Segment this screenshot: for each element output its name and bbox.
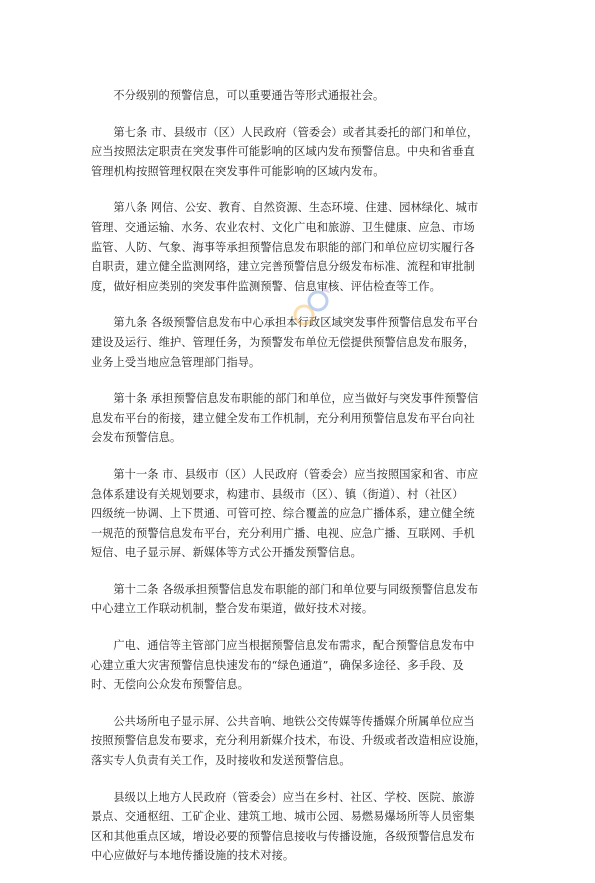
paragraph-article-7 <box>91 123 507 182</box>
text-line: 不分级别的预警信息，可以重要通告等形式通报社会。 <box>113 89 385 102</box>
text-line: 会发布预警信息。 <box>91 431 182 445</box>
text-line: 应当按照法定职责在突发事件可能影响的区域内发布预警信息。中央和省垂直 <box>91 145 475 159</box>
text-line: 度，做好相应类别的突发事件监测预警、信息审核、评估检查等工作。 <box>91 279 441 293</box>
text-line: 心建立重大灾害预警信息快速发布的“绿色通道”，确保多途径、多手段、及 <box>91 658 464 672</box>
document-body <box>91 86 507 883</box>
paragraph-local-government <box>91 788 507 866</box>
paragraph-article-10 <box>91 389 507 448</box>
text-line: 建设及运行、维护、管理任务，为预警发布单位无偿提供预警信息发布服务， <box>91 335 475 349</box>
text-line: 第八条 网信、公安、教育、自然资源、生态环境、住建、园林绿化、城市 <box>113 201 479 215</box>
text-line: 第十条 承担预警信息发布职能的部门和单位，应当做好与突发事件预警信 <box>113 392 479 406</box>
text-line: 第九条 各级预警信息发布中心承担本行政区域突发事件预警信息发布平台 <box>113 316 479 330</box>
paragraph-article-12 <box>91 580 507 619</box>
text-line: 第十二条 各级承担预警信息发布职能的部门和单位要与同级预警信息发布 <box>113 582 479 596</box>
text-line: 中心应做好与本地传播设施的技术对接。 <box>91 849 295 863</box>
text-line: 息发布平台的衔接，建立健全发布工作机制，充分利用预警信息发布平台向社 <box>91 411 475 425</box>
paragraph-article-11 <box>91 465 507 563</box>
text-line: 业务上受当地应急管理部门指导。 <box>91 355 261 369</box>
paragraph-preamble <box>91 86 507 106</box>
text-line: 第十一条 市、县级市（区）人民政府（管委会）应当按照国家和省、市应 <box>113 467 479 481</box>
paragraph-article-9 <box>91 313 507 372</box>
text-line: 广电、通信等主管部门应当根据预警信息发布需求，配合预警信息发布中 <box>113 639 475 653</box>
text-line: 景点、交通枢纽、工矿企业、建筑工地、城市公园、易燃易爆场所等人员密集 <box>91 810 475 824</box>
paragraph-broadcast <box>91 636 507 695</box>
text-line: 时、无偿向公众发布预警信息。 <box>91 678 250 692</box>
text-line: 按照预警信息发布要求，充分利用新媒介技术，布设、升级或者改造相应设施， <box>91 734 487 748</box>
text-line: 公共场所电子显示屏、公共音响、地铁公交传媒等传播媒介所属单位应当 <box>113 714 475 728</box>
text-line: 第七条 市、县级市（区）人民政府（管委会）或者其委托的部门和单位， <box>113 125 479 139</box>
text-line: 四级统一协调、上下贯通、可管可控、综合覆盖的应急广播体系，建立健全统 <box>91 507 475 521</box>
text-line: 管理机构按照管理权限在突发事件可能影响的区域内发布。 <box>91 164 385 178</box>
text-line: 县级以上地方人民政府（管委会）应当在乡村、社区、学校、医院、旅游 <box>113 790 475 804</box>
text-line: 区和其他重点区域，增设必要的预警信息接收与传播设施，各级预警信息发布 <box>91 829 475 843</box>
text-line: 监管、人防、气象、海事等承担预警信息发布职能的部门和单位应切实履行各 <box>91 240 475 254</box>
text-line: 短信、电子显示屏、新媒体等方式公开播发预警信息。 <box>91 546 362 560</box>
text-line: 一规范的预警信息发布平台，充分利用广播、电视、应急广播、互联网、手机 <box>91 526 475 540</box>
text-line: 急体系建设有关规划要求，构建市、县级市（区）、镇（街道）、村（社区） <box>91 487 464 501</box>
text-line: 中心建立工作联动机制，整合发布渠道，做好技术对接。 <box>91 602 374 616</box>
text-line: 自职责，建立健全监测网络，建立完善预警信息分级发布标准、流程和审批制 <box>91 260 475 274</box>
paragraph-public-media <box>91 712 507 771</box>
paragraph-article-8 <box>91 198 507 296</box>
text-line: 落实专人负责有关工作，及时接收和发送预警信息。 <box>91 754 351 768</box>
text-line: 管理、交通运输、水务、农业农村、文化广电和旅游、卫生健康、应急、市场 <box>91 220 475 234</box>
